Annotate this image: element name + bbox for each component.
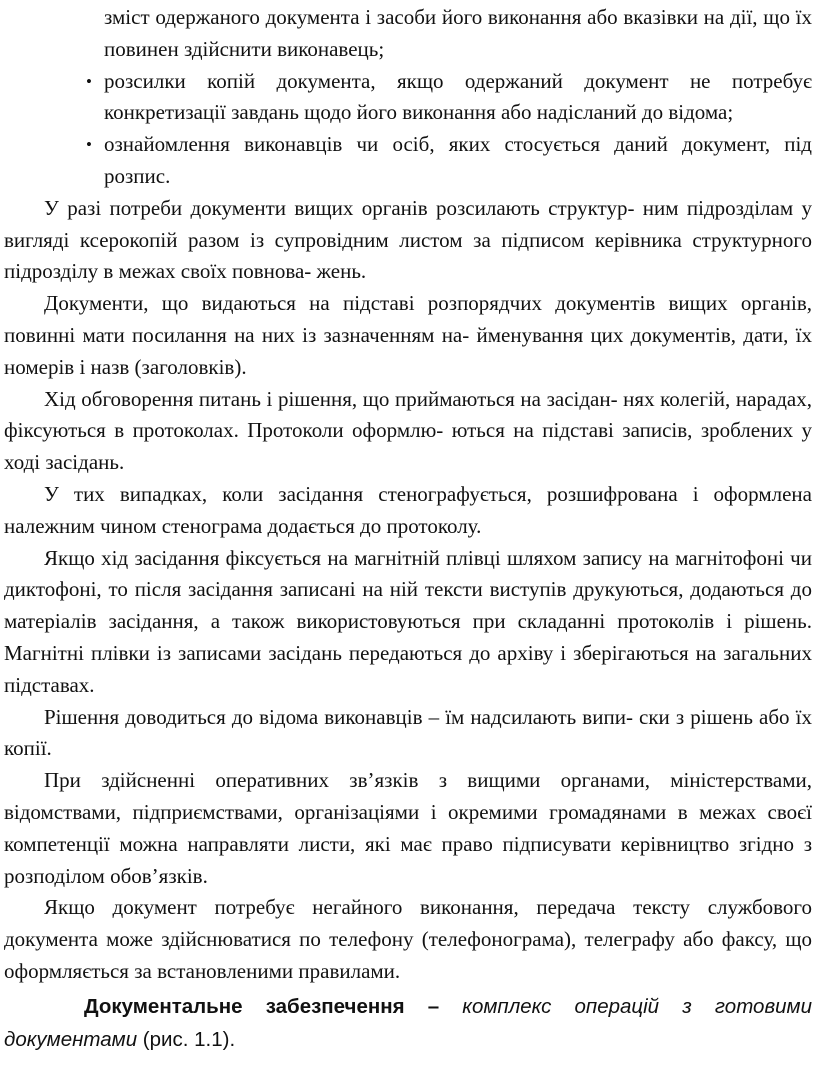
paragraph: Якщо документ потребує негайного виконання, передача тексту службового документа може здійснюватися по телефону (телефонограма), телеграфу або факсу, що оформляється за встановленими правилами. bbox=[4, 895, 812, 983]
bullet-text: розсилки копій документа, якщо одержаний документ не потребує конкретизації завдань щодо його виконання або надісланий до відома; bbox=[104, 68, 812, 125]
definition-text: комплекс операцій з готовими bbox=[462, 994, 812, 1018]
paragraph: Хід обговорення питань і рішення, що приймаються на засідан- нях колегій, нарадах, фіксуються в протоколах. Протоколи оформлю- ються на підставі записів, зроблених у ході засідань. bbox=[4, 386, 812, 475]
bullet-item-continuation: зміст одержаного документа і засоби його виконання або вказівки на дії, що їх повинен здійснити виконавець; bbox=[104, 5, 812, 61]
bullet-item bbox=[86, 66, 812, 130]
definition-text-end: документами bbox=[4, 1027, 138, 1051]
paragraph: Якщо хід засідання фіксується на магнітній плівці шляхом запису на магнітофоні чи диктофоні, то після засідання записані на ній тексти виступів друкуються, додаються до матеріалів засідання, а також використовуються при складанні протоколів і рішень. Магнітні плівки із записами засідань передаються до архіву і зберігаються на загальних підставах. bbox=[4, 545, 812, 697]
definition-term: Документальне забезпечення bbox=[84, 994, 405, 1018]
bullet-text: ознайомлення виконавців чи осіб, яких стосується даний документ, під розпис. bbox=[104, 132, 812, 188]
figure-reference: (рис. 1.1). bbox=[137, 1027, 236, 1051]
bullet-icon: • bbox=[86, 71, 92, 91]
paragraph: У разі потреби документи вищих органів розсилають структур- ним підрозділам у вигляді ксерокопій разом із супровідним листом за підписом керівника структурного підрозділу в межах своїх повнова- жень. bbox=[4, 195, 812, 284]
paragraph: При здійсненні оперативних зв’язків з вищими органами, міністерствами, відомствами, підприємствами, організаціями і окремими громадянами в межах своєї компетенції можна направляти листи, які має право підписувати керівництво згідно з розподілом обов’язків. bbox=[4, 768, 812, 888]
bullet-icon: • bbox=[86, 135, 92, 155]
paragraph: У тих випадках, коли засідання стенографується, розшифрована і оформлена належним чином стенограма додається до протоколу. bbox=[4, 481, 812, 538]
paragraph: Документи, що видаються на підставі розпорядчих документів вищих органів, повинні мати посилання на них із зазначенням на- йменування цих документів, дати, їх номерів і назв (заголовків). bbox=[4, 291, 812, 379]
definition-paragraph bbox=[4, 990, 812, 1056]
paragraph: Рішення доводиться до відома виконавців – їм надсилають випи- ски з рішень або їх копії. bbox=[4, 704, 812, 761]
definition-dash: – bbox=[404, 994, 463, 1018]
bullet-item bbox=[86, 129, 812, 193]
